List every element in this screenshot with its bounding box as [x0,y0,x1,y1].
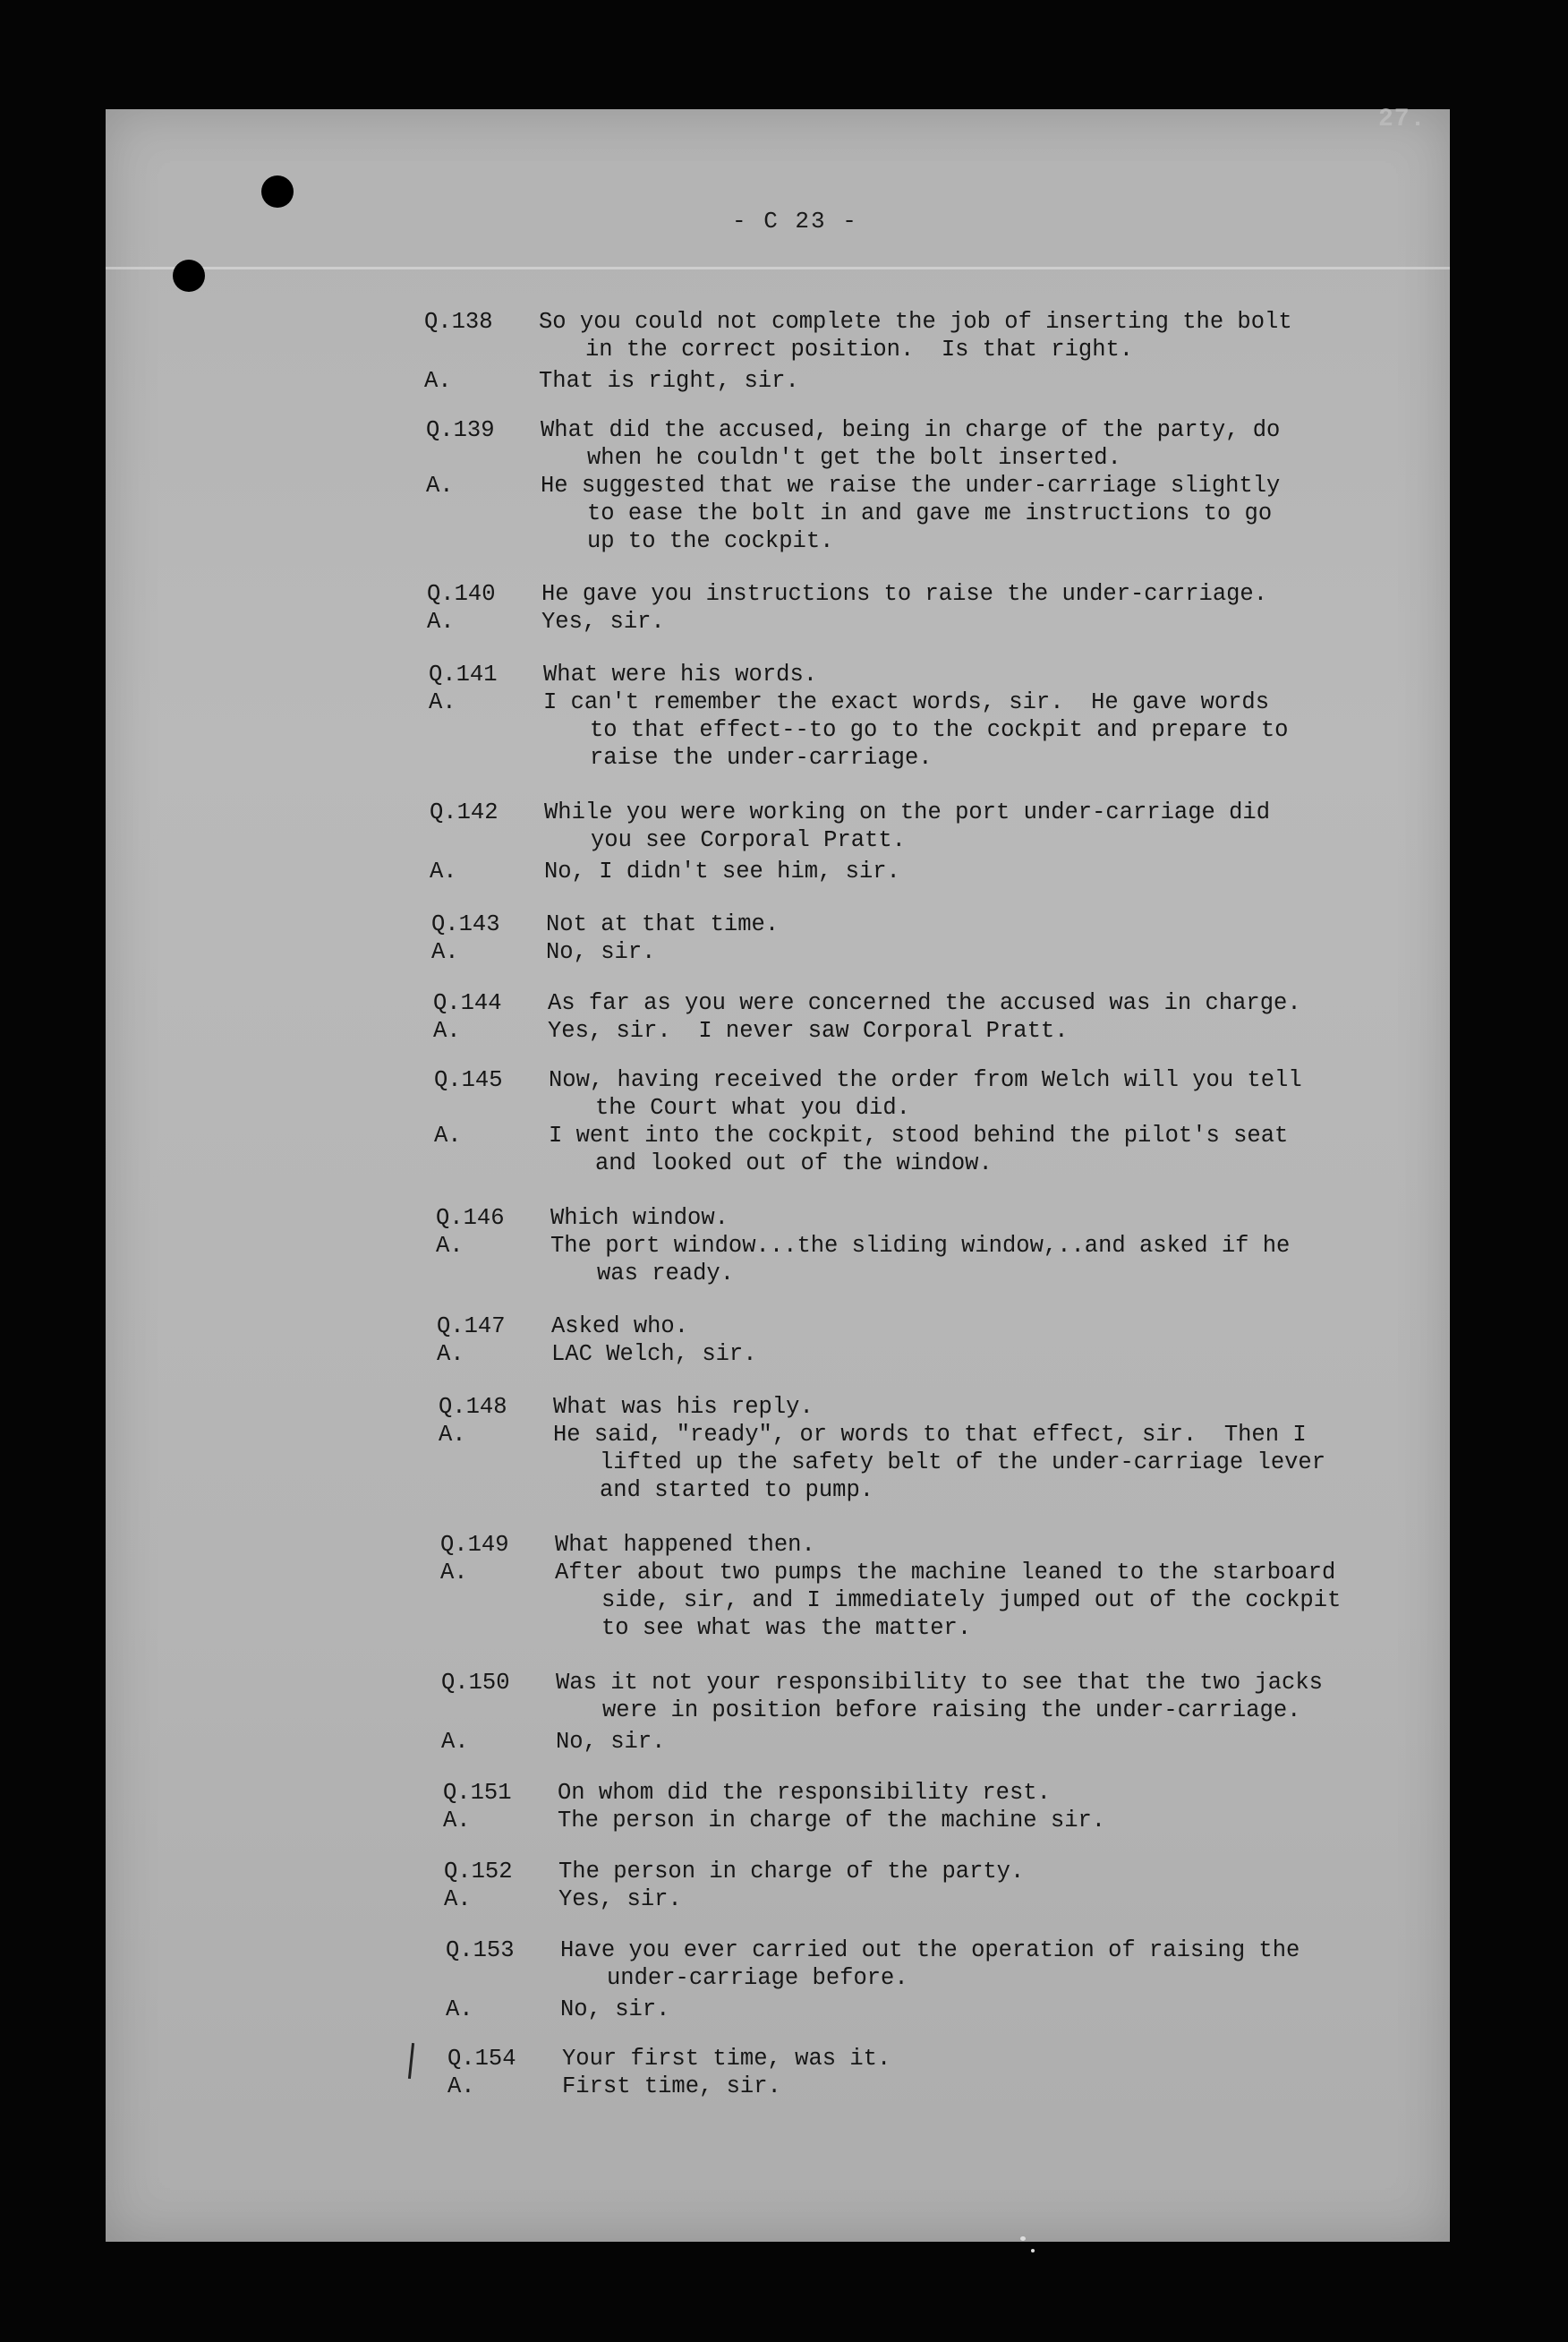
punch-hole-icon [173,260,205,292]
question-line: Asked who. [551,1313,689,1339]
question-text [562,2045,1373,2073]
answer-line: After about two pumps the machine leaned to the starboard [555,1560,1336,1586]
question-number: Q.144 [433,990,502,1016]
question-text [541,580,1373,608]
question-number: Q.151 [443,1780,512,1806]
answer-label: A. [444,1886,472,1912]
answer-line: to that effect--to go to the cockpit and prepare to [590,717,1289,743]
question-line: Have you ever carried out the operation of raising the [560,1937,1300,1963]
answer-line: No, sir. [560,1996,670,2022]
question-line: The person in charge of the party. [558,1859,1025,1885]
dust-speck [1020,2236,1026,2241]
qa-entry [424,661,1373,772]
question-text [560,1936,1373,1992]
answer-text [551,1340,1373,1368]
answer-line: was ready. [597,1261,735,1286]
answer-line: Yes, sir. [558,1886,682,1912]
question-number: Q.146 [436,1205,505,1231]
answer-text [549,1122,1373,1177]
question-text [556,1669,1373,1724]
answer-row [433,1017,1373,1045]
answer-line: No, I didn't see him, sir. [544,859,900,885]
answer-line: raise the under-carriage. [590,745,933,771]
question-row [433,989,1373,1017]
question-text [558,1779,1373,1807]
question-text [544,799,1373,854]
question-number: Q.154 [447,2046,516,2072]
question-text [548,989,1373,1017]
answer-line: Yes, sir. [541,609,665,635]
question-row [429,661,1373,688]
answer-line: and started to pump. [600,1477,874,1503]
qa-entry [424,910,1373,966]
answer-row [431,938,1373,966]
answer-label: A. [446,1996,473,2022]
question-line: What happened then. [555,1532,815,1558]
question-row [431,910,1373,938]
question-number: Q.142 [430,799,499,825]
question-number: Q.152 [444,1859,513,1885]
question-row [424,308,1373,363]
answer-label: A. [431,939,459,965]
question-line: Your first time, was it. [562,2046,891,2072]
question-number: Q.139 [426,417,495,443]
answer-line: lifted up the safety belt of the under-carriage lever [600,1449,1326,1475]
answer-label: A. [429,689,456,715]
question-line: Not at that time. [546,911,780,937]
answer-row [447,2073,1373,2100]
question-line: What were his words. [543,662,818,688]
qa-entry [424,416,1373,555]
answer-row [436,1232,1373,1287]
answer-label: A. [441,1729,469,1755]
qa-entry [424,308,1373,395]
qa-entry [424,1393,1373,1504]
answer-row [441,1728,1373,1756]
question-row [434,1066,1373,1122]
answer-row [437,1340,1373,1368]
fold-line [106,267,1450,269]
question-line: Was it not your responsibility to see that the two jacks [556,1670,1323,1696]
answer-label: A. [433,1018,461,1044]
question-number: Q.141 [429,662,498,688]
answer-text [550,1232,1373,1287]
answer-line: to ease the bolt in and gave me instructions to go [587,500,1273,526]
answer-line: The person in charge of the machine sir. [558,1808,1106,1833]
answer-text [558,1885,1373,1913]
question-line: What was his reply. [553,1394,814,1420]
qa-entry [424,1779,1373,1834]
answer-row [427,608,1373,636]
question-line: when he couldn't get the bolt inserted. [587,445,1121,471]
question-row [440,1531,1373,1559]
qa-entry [424,1531,1373,1642]
answer-line: No, sir. [546,939,656,965]
answer-line: That is right, sir. [539,368,799,394]
answer-text [539,367,1373,395]
question-text [558,1858,1373,1885]
answer-text [541,472,1373,555]
question-row [426,416,1373,472]
question-line: Now, having received the order from Welch will you tell [549,1067,1302,1093]
qa-entry [424,1204,1373,1287]
question-number: Q.150 [441,1670,510,1696]
question-number: Q.153 [446,1937,515,1963]
answer-row [439,1421,1373,1504]
answer-line: The port window...the sliding window,..and asked if he [550,1233,1291,1259]
answer-label: A. [437,1341,464,1367]
question-row [441,1669,1373,1724]
answer-line: First time, sir. [562,2073,781,2099]
answer-line: I went into the cockpit, stood behind the pilot's seat [549,1123,1289,1149]
question-row [439,1393,1373,1421]
answer-text [555,1559,1373,1642]
answer-label: A. [427,609,455,635]
answer-label: A. [440,1560,468,1586]
question-line: in the correct position. Is that right. [585,337,1134,363]
question-number: Q.145 [434,1067,503,1093]
answer-text [553,1421,1373,1504]
answer-text [560,1996,1373,2023]
answer-line: He suggested that we raise the under-carriage slightly [541,473,1281,499]
answer-text [544,858,1373,885]
answer-line: side, sir, and I immediately jumped out of the cockpit [601,1587,1342,1613]
answer-text [548,1017,1373,1045]
qa-entry [424,1858,1373,1913]
question-number: Q.138 [424,309,493,335]
answer-row [443,1807,1373,1834]
answer-row [424,367,1373,395]
qa-entry [424,989,1373,1045]
question-text [541,416,1373,472]
transcript [424,285,1373,2100]
corner-page-number: 27. [1378,106,1427,133]
answer-text [543,688,1373,772]
answer-label: A. [443,1808,471,1833]
question-number: Q.148 [439,1394,507,1420]
answer-row [434,1122,1373,1177]
question-line: As far as you were concerned the accused was in charge. [548,990,1301,1016]
question-number: Q.149 [440,1532,509,1558]
question-row [447,2045,1373,2073]
question-text [539,308,1373,363]
dust-speck [1031,2249,1035,2252]
question-number: Q.140 [427,581,496,607]
question-number: Q.147 [437,1313,506,1339]
qa-entry [424,1936,1373,2023]
question-row [436,1204,1373,1232]
answer-line: to see what was the matter. [601,1615,972,1641]
answer-line: No, sir. [556,1729,666,1755]
qa-entry [424,1066,1373,1177]
question-text [549,1066,1373,1122]
answer-label: A. [439,1422,466,1448]
question-text [546,910,1373,938]
question-row [427,580,1373,608]
page-header: - C 23 - [732,208,858,235]
question-line: Which window. [550,1205,729,1231]
qa-entry [424,2045,1373,2100]
answer-text [541,608,1373,636]
answer-text [546,938,1373,966]
question-line: While you were working on the port under-carriage did [544,799,1271,825]
answer-line: He said, "ready", or words to that effect, sir. Then I [553,1422,1307,1448]
answer-label: A. [430,859,457,885]
question-line: He gave you instructions to raise the under-carriage. [541,581,1268,607]
question-text [555,1531,1373,1559]
answer-row [430,858,1373,885]
qa-entry [424,1312,1373,1368]
question-text [551,1312,1373,1340]
qa-entry [424,1669,1373,1756]
question-line: were in position before raising the under-carriage. [602,1697,1301,1723]
answer-row [429,688,1373,772]
answer-line: I can't remember the exact words, sir. He gave words [543,689,1270,715]
answer-line: and looked out of the window. [595,1150,993,1176]
answer-label: A. [447,2073,475,2099]
qa-entry [424,799,1373,885]
question-line: you see Corporal Pratt. [591,827,906,853]
question-row [437,1312,1373,1340]
answer-text [556,1728,1373,1756]
answer-row [426,472,1373,555]
question-line: On whom did the responsibility rest. [558,1780,1051,1806]
answer-line: up to the cockpit. [587,528,834,554]
answer-text [558,1807,1373,1834]
question-line: What did the accused, being in charge of the party, do [541,417,1281,443]
answer-row [444,1885,1373,1913]
answer-text [562,2073,1373,2100]
answer-row [446,1996,1373,2023]
qa-entry [424,580,1373,636]
question-text [550,1204,1373,1232]
answer-label: A. [426,473,454,499]
question-row [443,1779,1373,1807]
answer-label: A. [436,1233,464,1259]
answer-line: Yes, sir. I never saw Corporal Pratt. [548,1018,1069,1044]
question-row [444,1858,1373,1885]
answer-line: LAC Welch, sir. [551,1341,757,1367]
answer-row [440,1559,1373,1642]
question-row [430,799,1373,854]
question-number: Q.143 [431,911,500,937]
question-line: So you could not complete the job of inserting the bolt [539,309,1292,335]
answer-label: A. [424,368,452,394]
question-line: under-carriage before. [607,1965,908,1991]
question-line: the Court what you did. [595,1095,910,1121]
question-text [543,661,1373,688]
question-text [553,1393,1373,1421]
question-row [446,1936,1373,1992]
answer-label: A. [434,1123,462,1149]
punch-hole-icon [261,175,294,208]
